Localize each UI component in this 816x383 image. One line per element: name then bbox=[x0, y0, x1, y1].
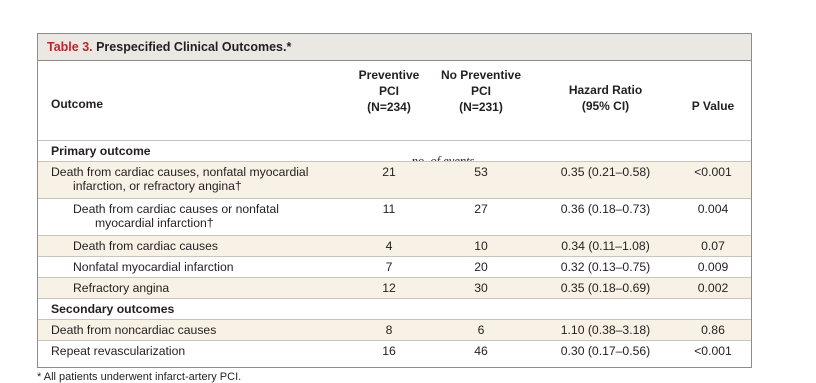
p-value: <0.001 bbox=[694, 165, 732, 179]
table-title bbox=[38, 34, 751, 61]
p-value: 0.009 bbox=[697, 260, 729, 274]
table-row bbox=[38, 256, 751, 277]
header-hazard-ratio-line2: (95% CI) bbox=[581, 99, 630, 113]
header-preventive-pci bbox=[344, 67, 434, 115]
preventive-pci-events: 8 bbox=[385, 323, 393, 337]
table-row bbox=[38, 235, 751, 256]
p-value: 0.004 bbox=[697, 202, 729, 216]
no-preventive-pci-events: 53 bbox=[474, 165, 488, 179]
outcome-label-line1: Death from cardiac causes bbox=[73, 239, 218, 253]
table-row bbox=[38, 277, 751, 298]
section-label: Secondary outcomes bbox=[51, 302, 175, 316]
table-footnote: * All patients underwent infarct-artery PCI. bbox=[37, 371, 242, 383]
hazard-ratio-value: 0.36 (0.18–0.73) bbox=[560, 202, 651, 216]
outcome-label-line1: Nonfatal myocardial infarction bbox=[73, 260, 234, 274]
table-row bbox=[38, 319, 751, 340]
p-value: 0.86 bbox=[701, 323, 725, 337]
no-preventive-pci-events: 46 bbox=[474, 344, 488, 358]
table-number: Table 3. bbox=[47, 40, 93, 54]
preventive-pci-events: 7 bbox=[385, 260, 393, 274]
section-header-row bbox=[38, 140, 751, 161]
no-preventive-pci-events: 27 bbox=[474, 202, 488, 216]
hazard-ratio-value: 0.34 (0.11–1.08) bbox=[561, 239, 650, 253]
table-row bbox=[38, 198, 751, 235]
outcome-label bbox=[73, 202, 343, 230]
outcome-label bbox=[51, 344, 341, 358]
p-value: <0.001 bbox=[694, 344, 732, 358]
outcome-label bbox=[73, 239, 343, 253]
hazard-ratio-value: 0.30 (0.17–0.56) bbox=[560, 344, 651, 358]
table-row bbox=[38, 340, 751, 361]
header-hazard-ratio bbox=[553, 82, 658, 114]
header-preventive-line2: PCI bbox=[378, 84, 399, 98]
preventive-pci-events: 12 bbox=[382, 281, 396, 295]
header-outcome: Outcome bbox=[51, 97, 104, 111]
preventive-pci-events: 11 bbox=[382, 202, 396, 216]
header-no-preventive-line3: (N=231) bbox=[459, 100, 503, 114]
outcome-label bbox=[51, 323, 341, 337]
p-value: 0.002 bbox=[697, 281, 729, 295]
header-preventive-line3: (N=234) bbox=[367, 100, 411, 114]
outcome-label-line1: Death from noncardiac causes bbox=[51, 323, 217, 337]
header-no-preventive-pci bbox=[434, 67, 528, 115]
hazard-ratio-value: 0.32 (0.13–0.75) bbox=[560, 260, 651, 274]
preventive-pci-events: 21 bbox=[382, 165, 396, 179]
outcome-label-line1: Repeat revascularization bbox=[51, 344, 186, 358]
outcome-label-line2: infarction, or refractory angina† bbox=[73, 179, 242, 193]
preventive-pci-events: 4 bbox=[385, 239, 393, 253]
header-p-value: P Value bbox=[691, 99, 735, 113]
outcome-label-line1: Death from cardiac causes, nonfatal myocardial bbox=[51, 165, 309, 179]
header-no-preventive-line1: No Preventive bbox=[440, 68, 522, 82]
section-label: Primary outcome bbox=[51, 144, 151, 158]
outcome-label-line1: Death from cardiac causes or nonfatal bbox=[73, 202, 279, 216]
outcome-label bbox=[73, 260, 343, 274]
preventive-pci-events: 16 bbox=[382, 344, 396, 358]
table-row bbox=[38, 161, 751, 198]
no-preventive-pci-events: 30 bbox=[474, 281, 488, 295]
p-value: 0.07 bbox=[701, 239, 725, 253]
no-preventive-pci-events: 10 bbox=[474, 239, 488, 253]
hazard-ratio-value: 1.10 (0.38–3.18) bbox=[560, 323, 651, 337]
outcome-label-line1: Refractory angina bbox=[73, 281, 170, 295]
clinical-outcomes-table bbox=[37, 33, 752, 368]
header-preventive-line1: Preventive bbox=[358, 68, 420, 82]
outcome-label-line2: myocardial infarction† bbox=[95, 216, 214, 230]
hazard-ratio-value: 0.35 (0.21–0.58) bbox=[560, 165, 651, 179]
table-header bbox=[38, 66, 751, 148]
section-header-row bbox=[38, 298, 751, 319]
no-preventive-pci-events: 20 bbox=[474, 260, 488, 274]
no-preventive-pci-events: 6 bbox=[477, 323, 485, 337]
header-hazard-ratio-line1: Hazard Ratio bbox=[568, 83, 643, 97]
outcome-label bbox=[73, 281, 343, 295]
table-title-text: Prespecified Clinical Outcomes.* bbox=[92, 40, 292, 54]
header-no-preventive-line2: PCI bbox=[470, 84, 491, 98]
outcome-label bbox=[51, 165, 341, 193]
table-body bbox=[38, 140, 751, 361]
hazard-ratio-value: 0.35 (0.18–0.69) bbox=[560, 281, 651, 295]
